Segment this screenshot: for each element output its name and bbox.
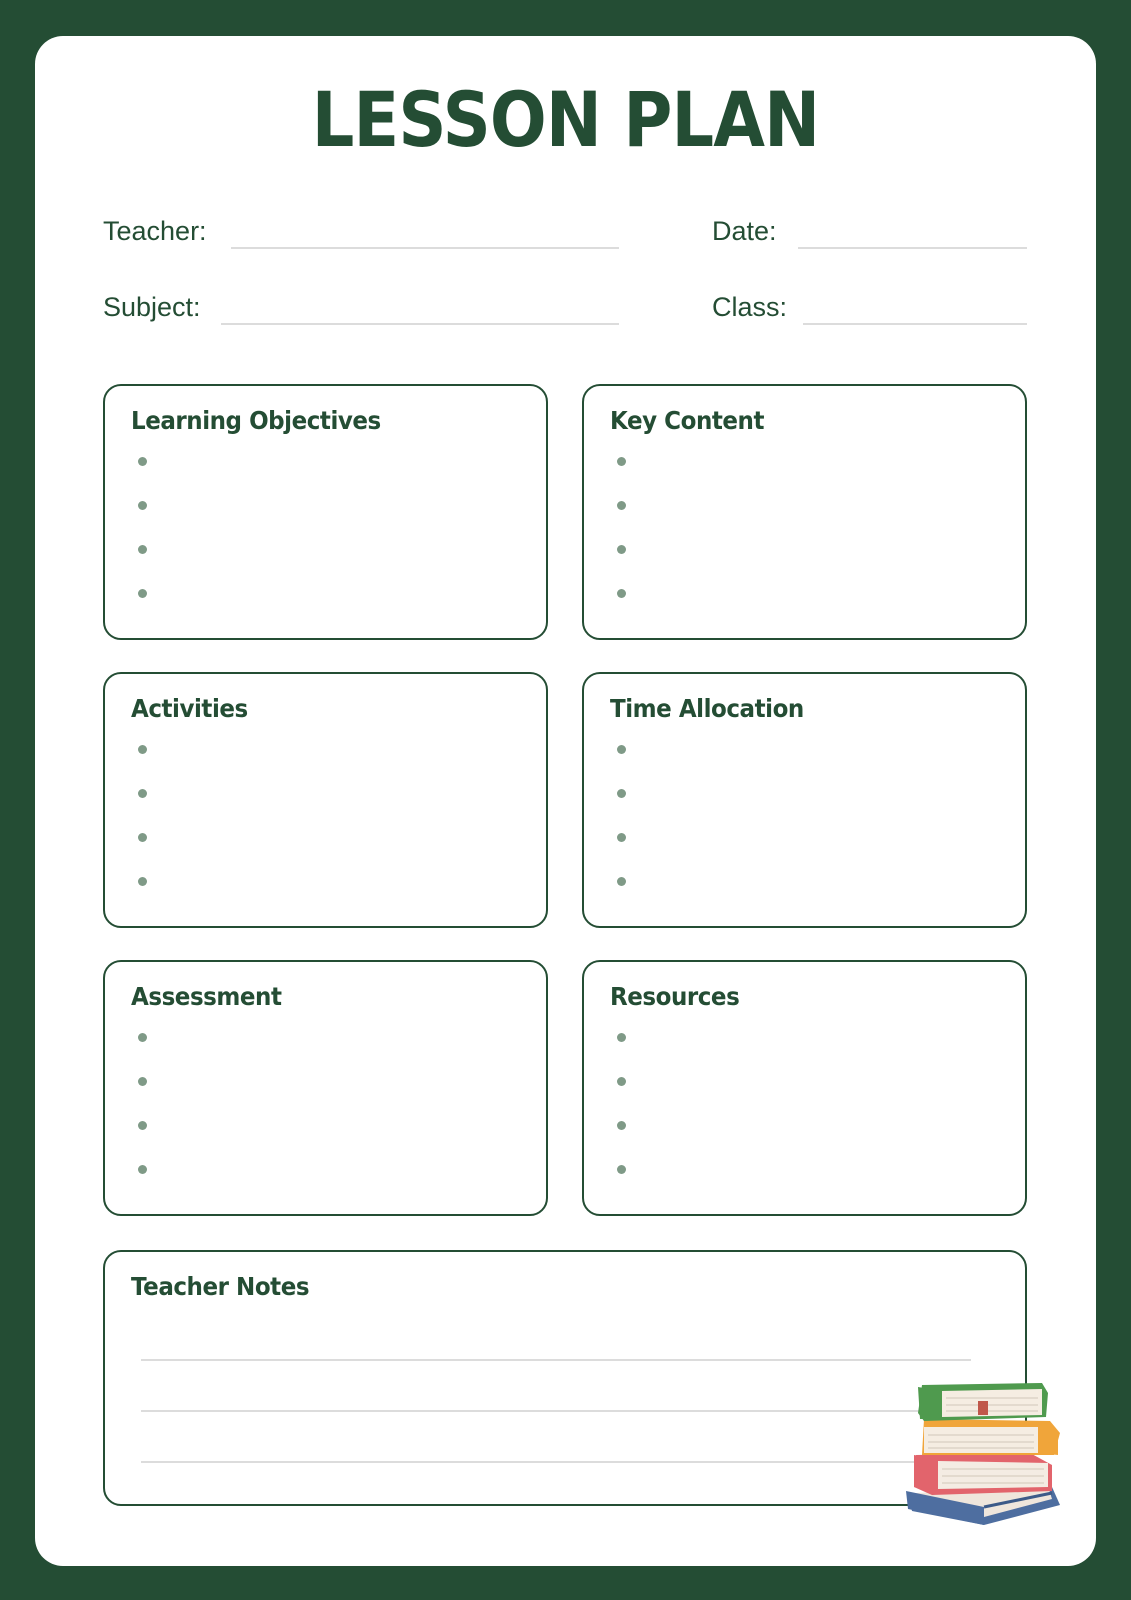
date-field[interactable] (798, 247, 1027, 249)
time-allocation-list (617, 745, 626, 921)
learning-objectives-title: Learning Objectives (131, 406, 381, 435)
subject-field[interactable] (221, 323, 619, 325)
teacher-field[interactable] (231, 247, 619, 249)
bullet-point (617, 877, 626, 886)
resources-list (617, 1033, 626, 1209)
bullet-point (617, 545, 626, 554)
learning-objectives-list (138, 457, 147, 633)
bullet-point (138, 1077, 147, 1086)
date-label: Date: (712, 216, 777, 246)
note-line[interactable] (141, 1461, 971, 1463)
bullet-point (138, 877, 147, 886)
resources-box[interactable] (582, 960, 1027, 1216)
teacher-notes-box[interactable] (103, 1250, 1027, 1506)
bullet-point (138, 589, 147, 598)
bullet-point (138, 501, 147, 510)
bullet-point (617, 457, 626, 466)
bullet-point (617, 1165, 626, 1174)
bullet-point (138, 1033, 147, 1042)
assessment-list (138, 1033, 147, 1209)
bullet-point (617, 501, 626, 510)
resources-title: Resources (610, 982, 740, 1011)
assessment-title: Assessment (131, 982, 282, 1011)
bullet-point (617, 745, 626, 754)
books-stack-icon (902, 1383, 1067, 1537)
teacher-label: Teacher: (103, 216, 207, 246)
bullet-point (138, 457, 147, 466)
note-line[interactable] (141, 1410, 971, 1412)
subject-label: Subject: (103, 292, 201, 322)
bullet-point (617, 1121, 626, 1130)
activities-box[interactable] (103, 672, 548, 928)
key-content-title: Key Content (610, 406, 764, 435)
key-content-list (617, 457, 626, 633)
bullet-point (617, 1077, 626, 1086)
bullet-point (138, 833, 147, 842)
assessment-box[interactable] (103, 960, 548, 1216)
teacher-notes-title: Teacher Notes (131, 1272, 310, 1301)
class-label: Class: (712, 292, 788, 322)
bullet-point (138, 1121, 147, 1130)
bullet-point (617, 833, 626, 842)
bullet-point (138, 789, 147, 798)
class-field[interactable] (803, 323, 1027, 325)
key-content-box[interactable] (582, 384, 1027, 640)
bullet-point (617, 1033, 626, 1042)
time-allocation-box[interactable] (582, 672, 1027, 928)
bullet-point (138, 745, 147, 754)
bullet-point (617, 589, 626, 598)
bullet-point (138, 545, 147, 554)
bullet-point (138, 1165, 147, 1174)
time-allocation-title: Time Allocation (610, 694, 804, 723)
activities-title: Activities (131, 694, 248, 723)
bullet-point (617, 789, 626, 798)
note-line[interactable] (141, 1359, 971, 1361)
page-title: LESSON PLAN (311, 75, 820, 164)
learning-objectives-box[interactable] (103, 384, 548, 640)
activities-list (138, 745, 147, 921)
